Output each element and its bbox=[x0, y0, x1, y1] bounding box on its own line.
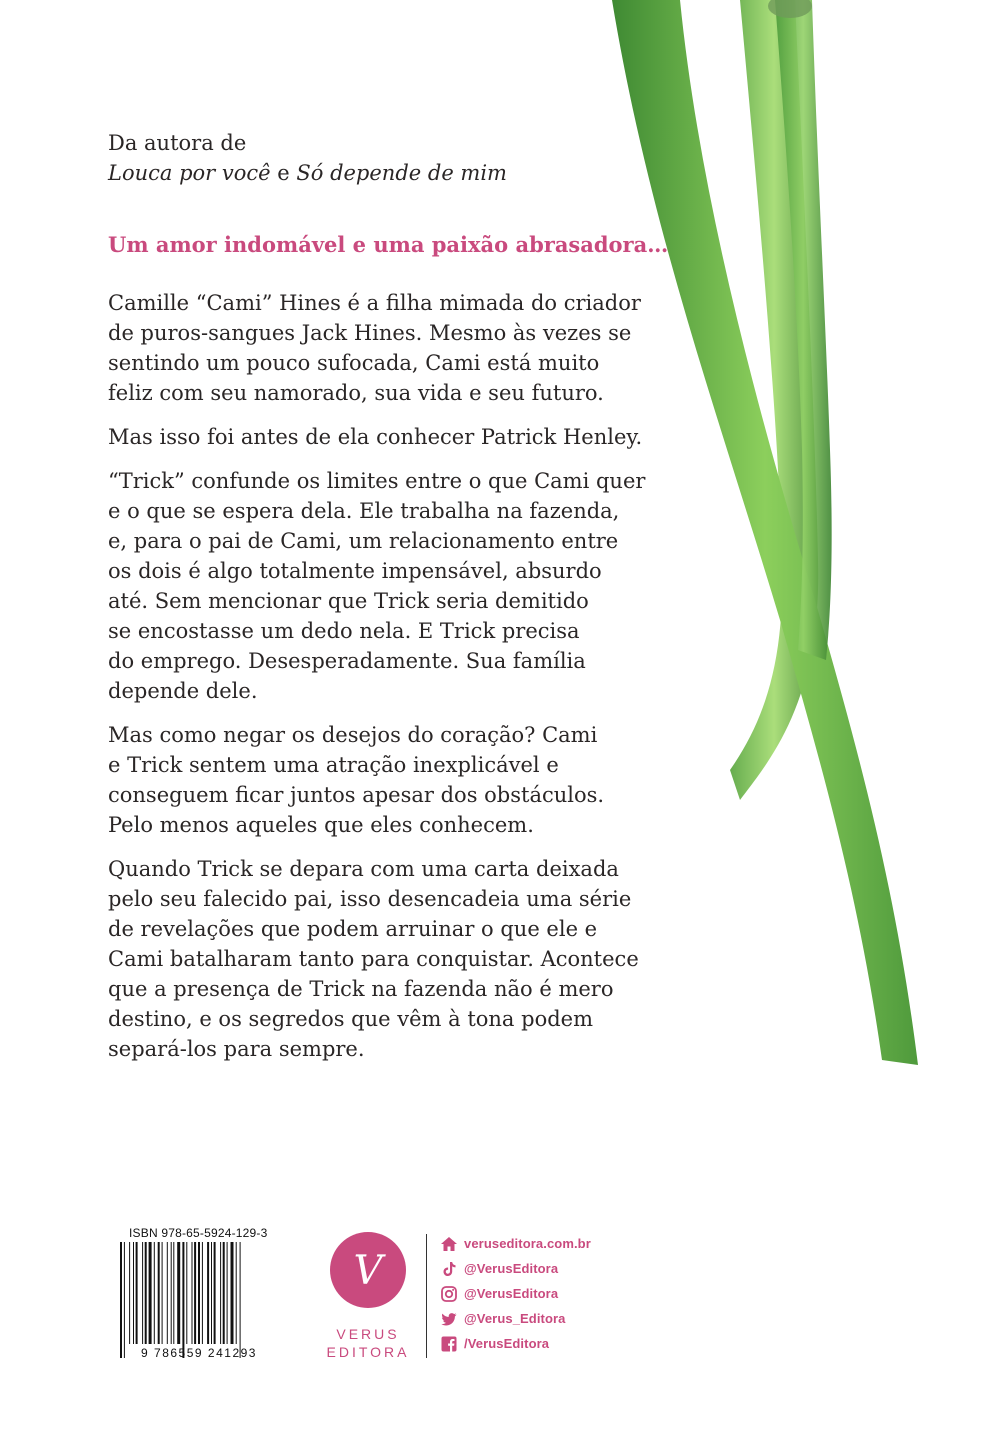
barcode-bar bbox=[223, 1242, 225, 1344]
social-label: @VerusEditora bbox=[464, 1261, 559, 1276]
author-note bbox=[108, 128, 708, 188]
barcode-bar bbox=[158, 1242, 160, 1344]
barcode-bar bbox=[124, 1242, 125, 1358]
author-note-line: Da autora de bbox=[108, 131, 247, 155]
publisher-name-line1: VERUS bbox=[336, 1326, 400, 1342]
synopsis-paragraph: Camille “Cami” Hines é a filha mimada do criador de puros-sangues Jack Hines. Mesmo às vezes se sentindo um pouco sufocada, Cami está muito feliz com seu namorado, sua vida e seu futuro. bbox=[108, 291, 641, 405]
book-title-2: Só depende de mim bbox=[296, 161, 507, 185]
home-icon bbox=[440, 1235, 458, 1253]
publisher-name-line2: EDITORA bbox=[326, 1344, 410, 1360]
isbn-label: ISBN 978-65-5924-129-3 bbox=[129, 1226, 268, 1240]
barcode-bar bbox=[240, 1242, 241, 1358]
social-facebook[interactable] bbox=[440, 1332, 591, 1355]
verus-logo-icon bbox=[330, 1232, 406, 1308]
synopsis-paragraph: Quando Trick se depara com uma carta deixada pelo seu falecido pai, isso desencadeia uma série de revelações que podem arruinar o que ele e Cami batalharam tanto para conquistar. Acontece que a presença de Trick na fazenda não é mero destino, e os segredos que vêm à tona podem separá-los para sempre. bbox=[108, 857, 639, 1061]
barcode-bar bbox=[207, 1242, 209, 1344]
book-title-1: Louca por você bbox=[108, 161, 271, 185]
synopsis-paragraph: Mas como negar os desejos do coração? Cami e Trick sentem uma atração inexplicável e conseguem ficar juntos apesar dos obstáculos. Pelo menos aqueles que eles conhecem. bbox=[108, 723, 605, 837]
barcode-bar bbox=[194, 1242, 196, 1344]
author-note-join: e bbox=[270, 161, 297, 185]
synopsis-paragraph: “Trick” confunde os limites entre o que Cami quer e o que se espera dela. Ele trabalha na fazenda, e, para o pai de Cami, um relacionamento entre os dois é algo totalmente impensável, absurdo até. Sem mencionar que Trick seria demitido se encostasse um dedo nela. E Trick precisa do emprego. Desesperadamente. Sua família depende dele. bbox=[108, 469, 646, 703]
barcode-bar bbox=[202, 1242, 203, 1344]
barcode-bar bbox=[211, 1242, 212, 1344]
social-instagram[interactable] bbox=[440, 1282, 591, 1305]
back-cover-text bbox=[108, 128, 708, 1078]
barcode-bar bbox=[162, 1242, 163, 1344]
instagram-icon bbox=[440, 1285, 458, 1303]
barcode-bar bbox=[173, 1242, 174, 1344]
tagline: Um amor indomável e uma paixão abrasadora… bbox=[108, 232, 669, 257]
social-label: @VerusEditora bbox=[464, 1286, 559, 1301]
barcode-bar bbox=[231, 1242, 234, 1344]
barcode-digits: 9 786559 241293 bbox=[141, 1346, 257, 1360]
barcode-bar bbox=[120, 1242, 122, 1358]
social-label: /VerusEditora bbox=[464, 1336, 550, 1351]
barcode-bar bbox=[192, 1242, 193, 1344]
social-twitter[interactable] bbox=[440, 1307, 591, 1330]
social-tiktok[interactable] bbox=[440, 1257, 591, 1280]
tiktok-icon bbox=[440, 1260, 458, 1278]
social-label: veruseditora.com.br bbox=[464, 1236, 591, 1251]
barcode-bar bbox=[214, 1242, 216, 1344]
social-links bbox=[440, 1232, 591, 1357]
publisher-name bbox=[320, 1325, 416, 1361]
author-note-titles bbox=[108, 158, 708, 188]
facebook-icon bbox=[440, 1335, 458, 1353]
barcode-bar bbox=[186, 1242, 187, 1344]
barcode-bar bbox=[227, 1242, 228, 1344]
barcode-bar bbox=[154, 1242, 155, 1344]
barcode-bar bbox=[149, 1242, 152, 1344]
barcode-bar bbox=[198, 1242, 200, 1344]
barcode-bar bbox=[220, 1242, 221, 1344]
barcode-bar bbox=[171, 1242, 172, 1344]
synopsis-paragraph: Mas isso foi antes de ela conhecer Patrick Henley. bbox=[108, 425, 643, 449]
barcode bbox=[118, 1242, 280, 1360]
barcode-bar bbox=[177, 1242, 180, 1344]
social-label: @Verus_Editora bbox=[464, 1311, 566, 1326]
divider bbox=[426, 1234, 427, 1358]
social-website[interactable] bbox=[440, 1232, 591, 1255]
barcode-bar bbox=[136, 1242, 138, 1344]
barcode-bar bbox=[142, 1242, 143, 1344]
barcode-bar bbox=[182, 1242, 184, 1358]
barcode-bar bbox=[129, 1242, 130, 1344]
synopsis bbox=[108, 288, 708, 1064]
barcode-bar bbox=[145, 1242, 147, 1344]
logo-letter: V bbox=[353, 1248, 383, 1294]
twitter-icon bbox=[440, 1310, 458, 1328]
barcode-bar bbox=[133, 1242, 134, 1344]
barcode-bar bbox=[236, 1242, 237, 1344]
barcode-bar bbox=[167, 1242, 168, 1344]
